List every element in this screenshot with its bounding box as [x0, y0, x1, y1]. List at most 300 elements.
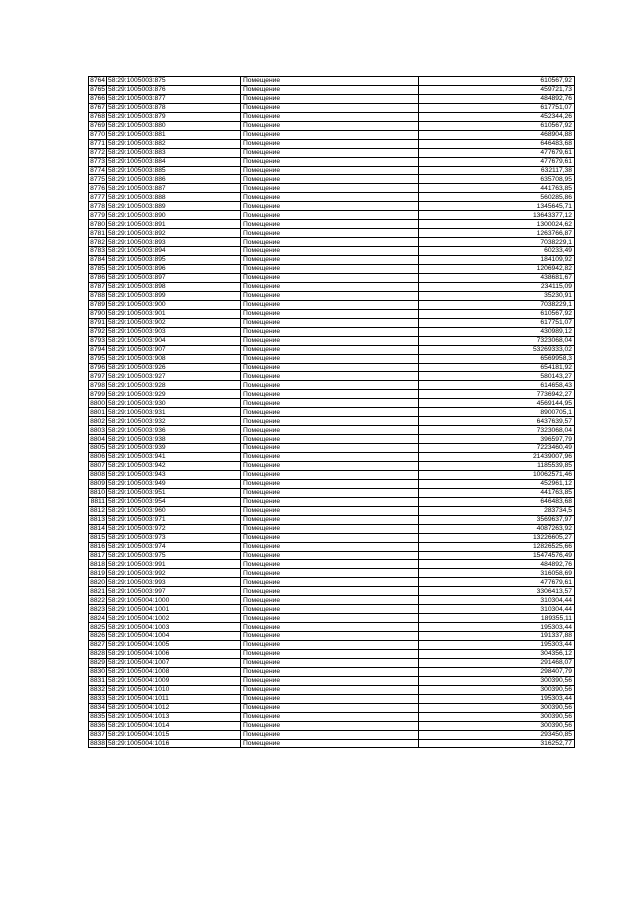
table-row [89, 318, 575, 327]
cadastral-number-cell: 58:29:1005003:894 [107, 247, 241, 256]
cadastral-value-cell: 441763,85 [419, 184, 575, 193]
row-number-cell: 8772 [90, 149, 105, 156]
cadastral-number-cell: 58:29:1005003:942 [107, 461, 241, 470]
table-row [89, 730, 575, 739]
cadastral-number-cell: 58:29:1005003:885 [107, 166, 241, 175]
cadastral-value-cell: 635708,95 [419, 175, 575, 184]
object-type-cell: Помещение [241, 336, 419, 345]
cadastral-number-cell: 58:29:1005003:975 [107, 551, 241, 560]
table-row [89, 497, 575, 506]
row-number-cell: 8793 [90, 337, 105, 345]
cadastral-value-cell: 610567,92 [419, 77, 575, 86]
cadastral-value-cell: 452344,26 [419, 112, 575, 121]
object-type-cell: Помещение [241, 94, 419, 103]
cadastral-number-cell: 58:29:1005004:1007 [107, 658, 241, 667]
cadastral-number-cell: 58:29:1005004:1009 [107, 676, 241, 685]
cadastral-value-cell: 7038229,1 [419, 300, 575, 309]
cadastral-number-cell: 58:29:1005003:886 [107, 175, 241, 184]
object-type-cell: Помещение [241, 408, 419, 417]
table-row [89, 85, 575, 94]
cadastral-number-cell: 58:29:1005004:1001 [107, 605, 241, 614]
table-row [89, 658, 575, 667]
table-row [89, 569, 575, 578]
row-number-cell: 8766 [90, 95, 105, 103]
cadastral-value-cell: 293450,85 [419, 730, 575, 739]
row-number-cell: 8798 [90, 381, 105, 389]
row-number-cell: 8832 [90, 686, 105, 694]
object-type-cell: Помещение [241, 184, 419, 193]
cadastral-value-cell: 614658,43 [419, 381, 575, 390]
cadastral-value-cell: 184109,92 [419, 256, 575, 265]
cadastral-value-cell: 300390,56 [419, 712, 575, 721]
table-row [89, 121, 575, 130]
cadastral-value-cell: 477679,61 [419, 578, 575, 587]
table-row [89, 291, 575, 300]
object-type-cell: Помещение [241, 703, 419, 712]
object-type-cell: Помещение [241, 381, 419, 390]
object-type-cell: Помещение [241, 363, 419, 372]
object-type-cell: Помещение [241, 533, 419, 542]
table-row [89, 542, 575, 551]
row-number-cell: 8834 [90, 704, 105, 712]
object-type-cell: Помещение [241, 354, 419, 363]
object-type-cell: Помещение [241, 193, 419, 202]
object-type-cell: Помещение [241, 390, 419, 399]
table-body [89, 77, 575, 748]
table-row [89, 247, 575, 256]
object-type-cell: Помещение [241, 327, 419, 336]
cadastral-value-cell: 60233,49 [419, 247, 575, 256]
object-type-cell: Помещение [241, 551, 419, 560]
cadastral-number-cell: 58:29:1005003:882 [107, 139, 241, 148]
cadastral-value-cell: 35230,91 [419, 291, 575, 300]
cadastral-number-cell: 58:29:1005003:897 [107, 273, 241, 282]
cadastral-value-cell: 617751,07 [419, 103, 575, 112]
cadastral-number-cell: 58:29:1005003:991 [107, 560, 241, 569]
object-type-cell: Помещение [241, 166, 419, 175]
cadastral-value-cell: 189355,11 [419, 614, 575, 623]
table-row [89, 417, 575, 426]
table-row [89, 211, 575, 220]
table-row [89, 336, 575, 345]
table-row [89, 175, 575, 184]
table-row [89, 578, 575, 587]
row-number-cell: 8828 [90, 650, 105, 658]
table-row [89, 694, 575, 703]
row-number-cell: 8781 [90, 229, 105, 237]
cadastral-value-cell: 316058,69 [419, 569, 575, 578]
cadastral-value-cell: 484892,76 [419, 560, 575, 569]
cadastral-value-cell: 13226605,27 [419, 533, 575, 542]
table-row [89, 685, 575, 694]
cadastral-value-cell: 459721,73 [419, 85, 575, 94]
cadastral-number-cell: 58:29:1005004:1004 [107, 632, 241, 641]
row-number-cell: 8837 [90, 730, 105, 738]
cadastral-number-cell: 58:29:1005003:954 [107, 497, 241, 506]
cadastral-number-cell: 58:29:1005003:901 [107, 309, 241, 318]
row-number-cell: 8819 [90, 569, 105, 577]
object-type-cell: Помещение [241, 300, 419, 309]
cadastral-value-cell: 617751,07 [419, 318, 575, 327]
object-type-cell: Помещение [241, 229, 419, 238]
cadastral-number-cell: 58:29:1005003:927 [107, 372, 241, 381]
row-number-cell: 8796 [90, 363, 105, 371]
object-type-cell: Помещение [241, 77, 419, 86]
table-row [89, 265, 575, 274]
cadastral-value-cell: 610567,92 [419, 309, 575, 318]
object-type-cell: Помещение [241, 220, 419, 229]
cadastral-number-cell: 58:29:1005003:932 [107, 417, 241, 426]
cadastral-number-cell: 58:29:1005003:943 [107, 470, 241, 479]
table-row [89, 488, 575, 497]
row-number-cell: 8773 [90, 157, 105, 165]
object-type-cell: Помещение [241, 157, 419, 166]
table-row [89, 148, 575, 157]
cadastral-number-cell: 58:29:1005004:1013 [107, 712, 241, 721]
row-number-cell: 8789 [90, 301, 105, 309]
cadastral-number-cell: 58:29:1005003:972 [107, 524, 241, 533]
table-row [89, 453, 575, 462]
cadastral-value-cell: 646483,68 [419, 497, 575, 506]
cadastral-number-cell: 58:29:1005003:899 [107, 291, 241, 300]
cadastral-number-cell: 58:29:1005003:891 [107, 220, 241, 229]
table-row [89, 444, 575, 453]
object-type-cell: Помещение [241, 148, 419, 157]
row-number-cell: 8815 [90, 533, 105, 541]
table-row [89, 238, 575, 247]
table-row [89, 256, 575, 265]
object-type-cell: Помещение [241, 211, 419, 220]
cadastral-value-cell: 10062571,46 [419, 470, 575, 479]
table-row [89, 461, 575, 470]
cadastral-number-cell: 58:29:1005003:898 [107, 282, 241, 291]
object-type-cell: Помещение [241, 667, 419, 676]
cadastral-value-cell: 3569637,97 [419, 515, 575, 524]
object-type-cell: Помещение [241, 247, 419, 256]
cadastral-value-cell: 1263766,87 [419, 229, 575, 238]
table-row [89, 587, 575, 596]
object-type-cell: Помещение [241, 497, 419, 506]
object-type-cell: Помещение [241, 730, 419, 739]
table-row [89, 506, 575, 515]
table-row [89, 721, 575, 730]
cadastral-value-cell: 560285,86 [419, 193, 575, 202]
table-row [89, 426, 575, 435]
cadastral-number-cell: 58:29:1005003:875 [107, 77, 241, 86]
cadastral-value-cell: 195303,44 [419, 623, 575, 632]
cadastral-value-cell: 7736942,27 [419, 390, 575, 399]
cadastral-value-cell: 7223460,49 [419, 444, 575, 453]
cadastral-value-cell: 8900705,1 [419, 408, 575, 417]
table-row [89, 193, 575, 202]
object-type-cell: Помещение [241, 291, 419, 300]
cadastral-value-cell: 3306413,57 [419, 587, 575, 596]
cadastral-number-cell: 58:29:1005004:1006 [107, 650, 241, 659]
object-type-cell: Помещение [241, 202, 419, 211]
object-type-cell: Помещение [241, 444, 419, 453]
row-number-cell: 8831 [90, 677, 105, 685]
cadastral-number-cell: 58:29:1005003:896 [107, 265, 241, 274]
object-type-cell: Помещение [241, 175, 419, 184]
row-number-cell: 8838 [90, 739, 105, 747]
row-number-cell: 8778 [90, 202, 105, 210]
cadastral-value-cell: 610567,92 [419, 121, 575, 130]
row-number-cell: 8806 [90, 453, 105, 461]
cadastral-value-cell: 283734,5 [419, 506, 575, 515]
object-type-cell: Помещение [241, 426, 419, 435]
cadastral-number-cell: 58:29:1005003:883 [107, 148, 241, 157]
row-number-cell: 8829 [90, 659, 105, 667]
table-row [89, 157, 575, 166]
table-row [89, 470, 575, 479]
cadastral-number-cell: 58:29:1005003:936 [107, 426, 241, 435]
cadastral-value-cell: 310304,44 [419, 596, 575, 605]
table-row [89, 309, 575, 318]
cadastral-number-cell: 58:29:1005003:880 [107, 121, 241, 130]
object-type-cell: Помещение [241, 417, 419, 426]
row-number-cell: 8782 [90, 238, 105, 246]
table-row [89, 399, 575, 408]
object-type-cell: Помещение [241, 578, 419, 587]
cadastral-value-cell: 7323068,04 [419, 426, 575, 435]
row-number-cell: 8770 [90, 131, 105, 139]
row-number-cell: 8824 [90, 614, 105, 622]
row-number-cell: 8813 [90, 516, 105, 524]
cadastral-value-cell: 396597,79 [419, 435, 575, 444]
row-number-cell: 8830 [90, 668, 105, 676]
cadastral-number-cell: 58:29:1005003:879 [107, 112, 241, 121]
table-row [89, 479, 575, 488]
row-number-cell: 8775 [90, 175, 105, 183]
row-number-cell: 8788 [90, 292, 105, 300]
table-row [89, 273, 575, 282]
table-row [89, 300, 575, 309]
table-row [89, 596, 575, 605]
cadastral-value-cell: 195303,44 [419, 694, 575, 703]
row-number-cell: 8765 [90, 86, 105, 94]
object-type-cell: Помещение [241, 318, 419, 327]
table-row [89, 327, 575, 336]
cadastral-number-cell: 58:29:1005003:904 [107, 336, 241, 345]
row-number-cell: 8795 [90, 354, 105, 362]
cadastral-value-cell: 53269333,02 [419, 345, 575, 354]
object-type-cell: Помещение [241, 85, 419, 94]
cadastral-number-cell: 58:29:1005003:903 [107, 327, 241, 336]
cadastral-number-cell: 58:29:1005004:1015 [107, 730, 241, 739]
object-type-cell: Помещение [241, 623, 419, 632]
cadastral-value-cell: 13643377,12 [419, 211, 575, 220]
table-row [89, 381, 575, 390]
cadastral-value-cell: 300390,56 [419, 685, 575, 694]
table-row [89, 229, 575, 238]
table-row [89, 354, 575, 363]
table-row [89, 363, 575, 372]
row-number-cell: 8802 [90, 417, 105, 425]
cadastral-value-cell: 310304,44 [419, 605, 575, 614]
row-number-cell: 8768 [90, 113, 105, 121]
cadastral-number-cell: 58:29:1005003:900 [107, 300, 241, 309]
table-row [89, 632, 575, 641]
object-type-cell: Помещение [241, 587, 419, 596]
cadastral-value-cell: 291468,07 [419, 658, 575, 667]
object-type-cell: Помещение [241, 694, 419, 703]
cadastral-number-cell: 58:29:1005003:971 [107, 515, 241, 524]
table-row [89, 372, 575, 381]
row-number-cell: 8797 [90, 372, 105, 380]
cadastral-value-cell: 6437639,57 [419, 417, 575, 426]
row-number-cell: 8808 [90, 471, 105, 479]
row-number-cell: 8767 [90, 104, 105, 112]
cadastral-number-cell: 58:29:1005003:930 [107, 399, 241, 408]
cadastral-value-cell: 15474576,49 [419, 551, 575, 560]
object-type-cell: Помещение [241, 470, 419, 479]
cadastral-number-cell: 58:29:1005003:877 [107, 94, 241, 103]
cadastral-value-cell: 438681,67 [419, 273, 575, 282]
row-number-cell: 8784 [90, 256, 105, 264]
object-type-cell: Помещение [241, 542, 419, 551]
cadastral-value-cell: 316252,77 [419, 739, 575, 748]
cadastral-number-cell: 58:29:1005004:1002 [107, 614, 241, 623]
row-number-cell: 8800 [90, 399, 105, 407]
object-type-cell: Помещение [241, 596, 419, 605]
row-number-cell: 8774 [90, 166, 105, 174]
row-number-cell: 8820 [90, 578, 105, 586]
cadastral-number-cell: 58:29:1005004:1008 [107, 667, 241, 676]
cadastral-number-cell: 58:29:1005004:1014 [107, 721, 241, 730]
object-type-cell: Помещение [241, 641, 419, 650]
row-number-cell: 8780 [90, 220, 105, 228]
cadastral-value-cell: 484892,76 [419, 94, 575, 103]
table-row [89, 202, 575, 211]
object-type-cell: Помещение [241, 632, 419, 641]
cadastral-number-cell: 58:29:1005003:878 [107, 103, 241, 112]
row-number-cell: 8791 [90, 319, 105, 327]
row-number-cell: 8835 [90, 713, 105, 721]
cadastral-number-cell: 58:29:1005004:1005 [107, 641, 241, 650]
table-row [89, 650, 575, 659]
cadastral-value-cell: 654181,92 [419, 363, 575, 372]
cadastral-number-cell: 58:29:1005003:876 [107, 85, 241, 94]
cadastral-number-cell: 58:29:1005003:890 [107, 211, 241, 220]
cadastral-number-cell: 58:29:1005004:1010 [107, 685, 241, 694]
table-row [89, 77, 575, 86]
table-row [89, 560, 575, 569]
cadastral-number-cell: 58:29:1005003:992 [107, 569, 241, 578]
object-type-cell: Помещение [241, 139, 419, 148]
cadastral-number-cell: 58:29:1005003:974 [107, 542, 241, 551]
table-row [89, 282, 575, 291]
object-type-cell: Помещение [241, 721, 419, 730]
object-type-cell: Помещение [241, 614, 419, 623]
row-number-cell: 8823 [90, 605, 105, 613]
object-type-cell: Помещение [241, 372, 419, 381]
cadastral-number-cell: 58:29:1005003:997 [107, 587, 241, 596]
table-row [89, 345, 575, 354]
object-type-cell: Помещение [241, 112, 419, 121]
row-number-cell: 8822 [90, 596, 105, 604]
row-number-cell: 8826 [90, 632, 105, 640]
table-row [89, 641, 575, 650]
cadastral-value-cell: 304356,12 [419, 650, 575, 659]
cadastral-number-cell: 58:29:1005003:902 [107, 318, 241, 327]
row-number-cell: 8786 [90, 274, 105, 282]
row-number-cell: 8821 [90, 587, 105, 595]
row-number-cell: 8787 [90, 283, 105, 291]
cadastral-value-cell: 4569144,95 [419, 399, 575, 408]
table-row [89, 515, 575, 524]
table-row [89, 739, 575, 748]
cadastral-value-cell: 6569958,3 [419, 354, 575, 363]
table-row [89, 667, 575, 676]
cadastral-value-cell: 1345645,71 [419, 202, 575, 211]
object-type-cell: Помещение [241, 524, 419, 533]
row-number-cell: 8783 [90, 247, 105, 255]
cadastral-number-cell: 58:29:1005003:888 [107, 193, 241, 202]
cadastral-value-cell: 646483,68 [419, 139, 575, 148]
row-number-cell: 8776 [90, 184, 105, 192]
table-row [89, 94, 575, 103]
object-type-cell: Помещение [241, 479, 419, 488]
object-type-cell: Помещение [241, 712, 419, 721]
object-type-cell: Помещение [241, 560, 419, 569]
row-number-cell: 8764 [90, 77, 105, 85]
cadastral-number-cell: 58:29:1005003:892 [107, 229, 241, 238]
table-row [89, 130, 575, 139]
object-type-cell: Помещение [241, 739, 419, 748]
cadastral-value-cell: 195303,44 [419, 641, 575, 650]
cadastral-value-cell: 477679,61 [419, 157, 575, 166]
row-number-cell: 8809 [90, 480, 105, 488]
row-number-cell: 8799 [90, 390, 105, 398]
cadastral-value-cell: 1206942,82 [419, 265, 575, 274]
cadastral-value-cell: 1300024,62 [419, 220, 575, 229]
table-row [89, 220, 575, 229]
table-row [89, 605, 575, 614]
table-row [89, 139, 575, 148]
cadastral-number-cell: 58:29:1005003:929 [107, 390, 241, 399]
row-number-cell: 8790 [90, 310, 105, 318]
row-number-cell: 8810 [90, 489, 105, 497]
cadastral-number-cell: 58:29:1005003:884 [107, 157, 241, 166]
object-type-cell: Помещение [241, 265, 419, 274]
cadastral-number-cell: 58:29:1005003:889 [107, 202, 241, 211]
cadastral-value-cell: 1185539,85 [419, 461, 575, 470]
cadastral-number-cell: 58:29:1005004:1003 [107, 623, 241, 632]
cadastral-value-cell: 7323068,04 [419, 336, 575, 345]
cadastral-value-cell: 477679,61 [419, 148, 575, 157]
table-row [89, 435, 575, 444]
cadastral-number-cell: 58:29:1005003:993 [107, 578, 241, 587]
cadastral-value-cell: 441763,85 [419, 488, 575, 497]
table-row [89, 623, 575, 632]
cadastral-value-table [88, 76, 575, 748]
row-number-cell: 8792 [90, 328, 105, 336]
object-type-cell: Помещение [241, 121, 419, 130]
object-type-cell: Помещение [241, 399, 419, 408]
cadastral-number-cell: 58:29:1005003:939 [107, 444, 241, 453]
object-type-cell: Помещение [241, 650, 419, 659]
object-type-cell: Помещение [241, 256, 419, 265]
table-row [89, 112, 575, 121]
row-number-cell: 8825 [90, 623, 105, 631]
object-type-cell: Помещение [241, 685, 419, 694]
row-number-cell: 8812 [90, 507, 105, 515]
object-type-cell: Помещение [241, 488, 419, 497]
cadastral-value-cell: 21439007,96 [419, 453, 575, 462]
cadastral-value-cell: 580143,27 [419, 372, 575, 381]
row-number-cell: 8771 [90, 140, 105, 148]
row-number-cell: 8811 [89, 497, 107, 506]
